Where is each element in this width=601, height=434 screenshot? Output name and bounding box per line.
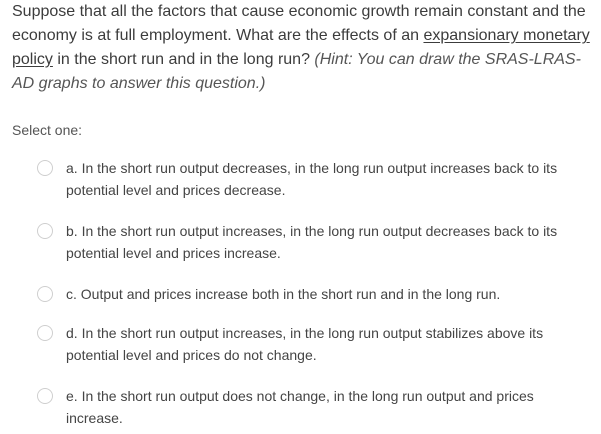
option-e[interactable] xyxy=(37,385,577,429)
select-one-label: Select one: xyxy=(12,122,83,138)
radio-option-b[interactable] xyxy=(37,223,53,239)
radio-option-d[interactable] xyxy=(37,325,53,341)
option-c-label[interactable]: c. Output and prices increase both in the short run and in the long run. xyxy=(66,286,501,302)
radio-option-e[interactable] xyxy=(37,388,53,404)
option-e-label[interactable]: e. In the short run output does not change, in the long run output and prices increase. xyxy=(66,388,534,426)
option-c[interactable] xyxy=(37,283,577,305)
option-a-label[interactable]: a. In the short run output decreases, in the long run output increases back to its potential level and prices decrease. xyxy=(66,160,558,198)
option-b-label[interactable]: b. In the short run output increases, in the long run output decreases back to its potential level and prices increase. xyxy=(66,223,558,261)
question-hint: (Hint: You can draw the SRAS-LRAS-AD graphs to answer this question.) xyxy=(12,51,581,92)
radio-option-a[interactable] xyxy=(37,160,53,176)
question-text xyxy=(12,0,597,96)
option-d-label[interactable]: d. In the short run output increases, in the long run output stabilizes above its potential level and prices do not change. xyxy=(66,325,544,363)
option-a[interactable] xyxy=(37,157,577,201)
question-text-end: in the short run and in the long run? xyxy=(52,51,315,68)
glossary-term-link[interactable]: expansionary monetary policy xyxy=(12,27,590,68)
option-b[interactable] xyxy=(37,220,577,264)
radio-option-c[interactable] xyxy=(37,286,53,302)
question-text-start: Suppose that all the factors that cause economic growth remain constant and the economy is at full employment. What are the effects of an xyxy=(12,3,586,44)
option-d[interactable] xyxy=(37,322,577,366)
